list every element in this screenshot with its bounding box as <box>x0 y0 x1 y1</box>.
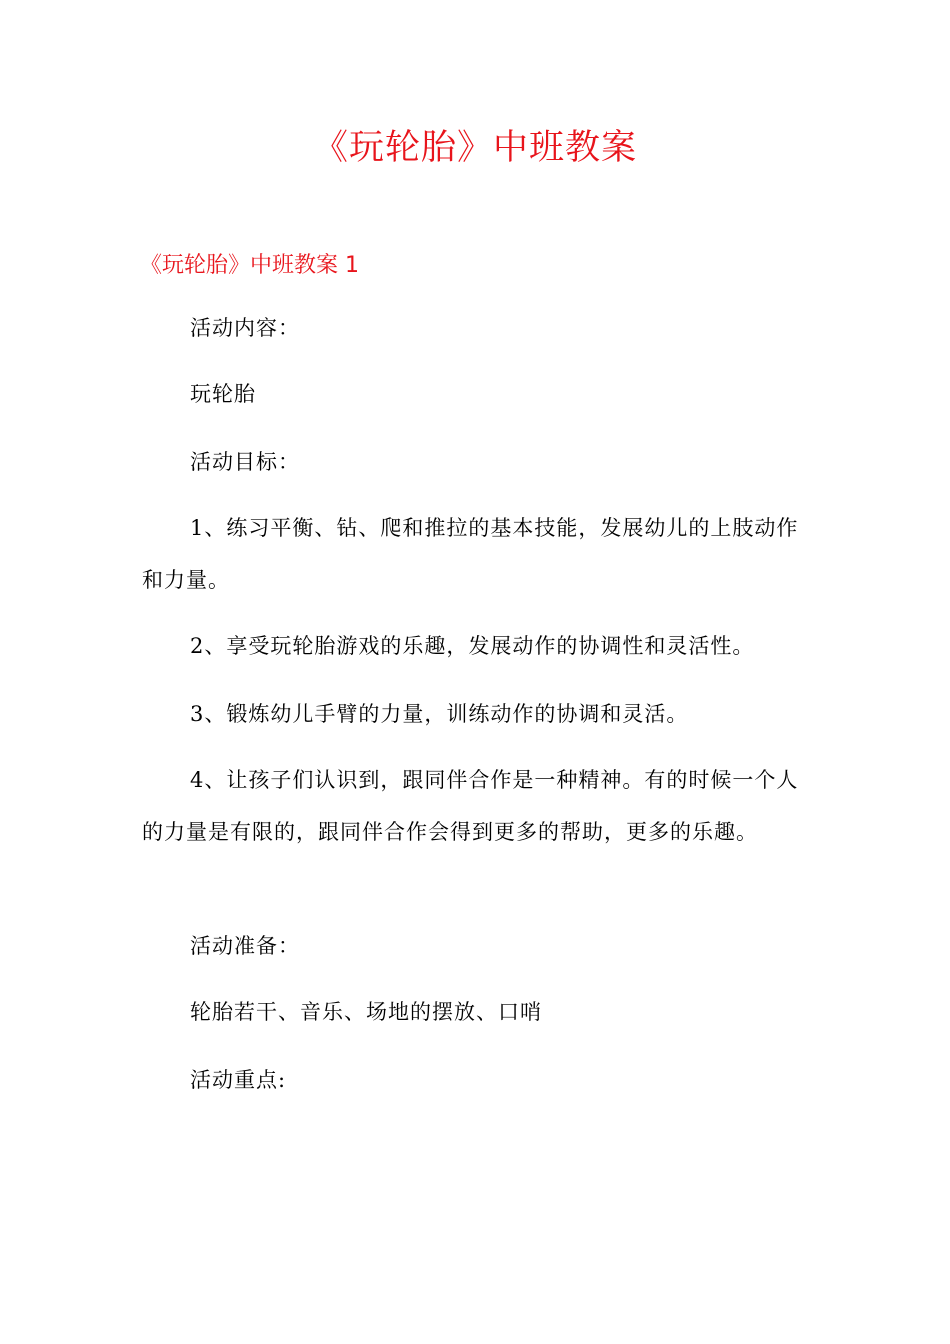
paragraph-activity-content-label: 活动内容： <box>190 316 300 340</box>
paragraph-preparation-label: 活动准备： <box>190 934 300 958</box>
paragraph-activity-goals-label: 活动目标： <box>190 450 300 474</box>
document-title: 《玩轮胎》中班教案 <box>312 128 637 168</box>
paragraph-key-points-label: 活动重点: <box>190 1068 287 1092</box>
paragraph-goal-1: 1、练习平衡、钻、爬和推拉的基本技能，发展幼儿的上肢动作和力量。 <box>142 516 799 592</box>
paragraph-activity-content: 玩轮胎 <box>190 382 256 406</box>
section-title: 《玩轮胎》中班教案 1 <box>140 253 359 278</box>
paragraph-goal-4: 4、让孩子们认识到，跟同伴合作是一种精神。有的时候一个人的力量是有限的，跟同伴合作会得到更多的帮助，更多的乐趣。 <box>142 768 799 844</box>
paragraph-goal-2: 2、享受玩轮胎游戏的乐趣，发展动作的协调性和灵活性。 <box>190 634 755 658</box>
paragraph-preparation: 轮胎若干、音乐、场地的摆放、口哨 <box>190 1000 542 1024</box>
paragraph-goal-3: 3、锻炼幼儿手臂的力量，训练动作的协调和灵活。 <box>190 702 689 726</box>
